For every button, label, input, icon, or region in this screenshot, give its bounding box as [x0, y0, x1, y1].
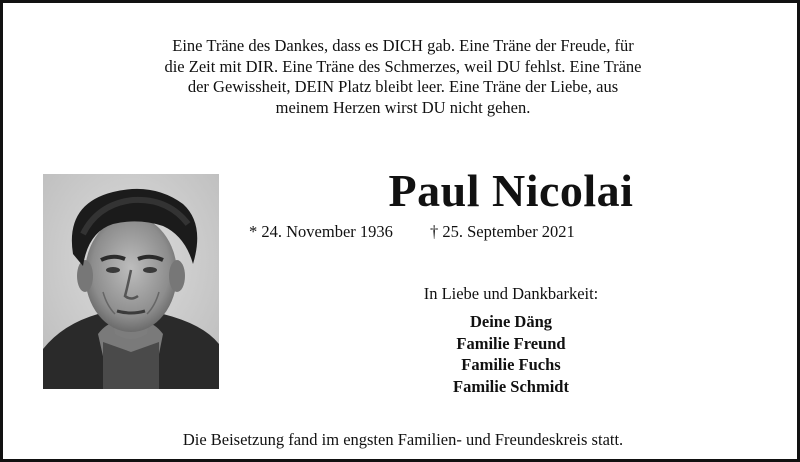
verse-line: der Gewissheit, DEIN Platz bleibt leer. Eine Träne der Liebe, aus [187, 77, 619, 96]
verse-line: die Zeit mit DIR. Eine Träne des Schmerzes, weil DU fehlst. Eine Träne [164, 56, 642, 76]
verse-line: meinem Herzen wirst DU nicht gehen. [275, 97, 531, 117]
portrait-illustration [43, 174, 219, 389]
birth-date: * 24. November 1936 [249, 222, 393, 241]
mourner-entry: Familie Fuchs [461, 355, 561, 374]
death-date: † 25. September 2021 [430, 222, 575, 241]
verse-line: Eine Träne des Dankes, dass es DICH gab. Eine Träne der Freude, für [172, 36, 634, 55]
mourner-entry: Deine Däng [469, 312, 553, 331]
dedication-line: In Liebe und Dankbarkeit: [423, 284, 599, 303]
deceased-name: Paul Nicolai [388, 165, 634, 216]
portrait-photo [43, 174, 219, 389]
burial-note: Die Beisetzung fand im engsten Familien- und Freundeskreis statt. [182, 430, 624, 449]
memorial-verse [103, 36, 703, 118]
mourner-entry: Familie Freund [456, 333, 566, 353]
mourners-list [219, 311, 800, 397]
mourner-entry: Familie Schmidt [453, 376, 569, 396]
